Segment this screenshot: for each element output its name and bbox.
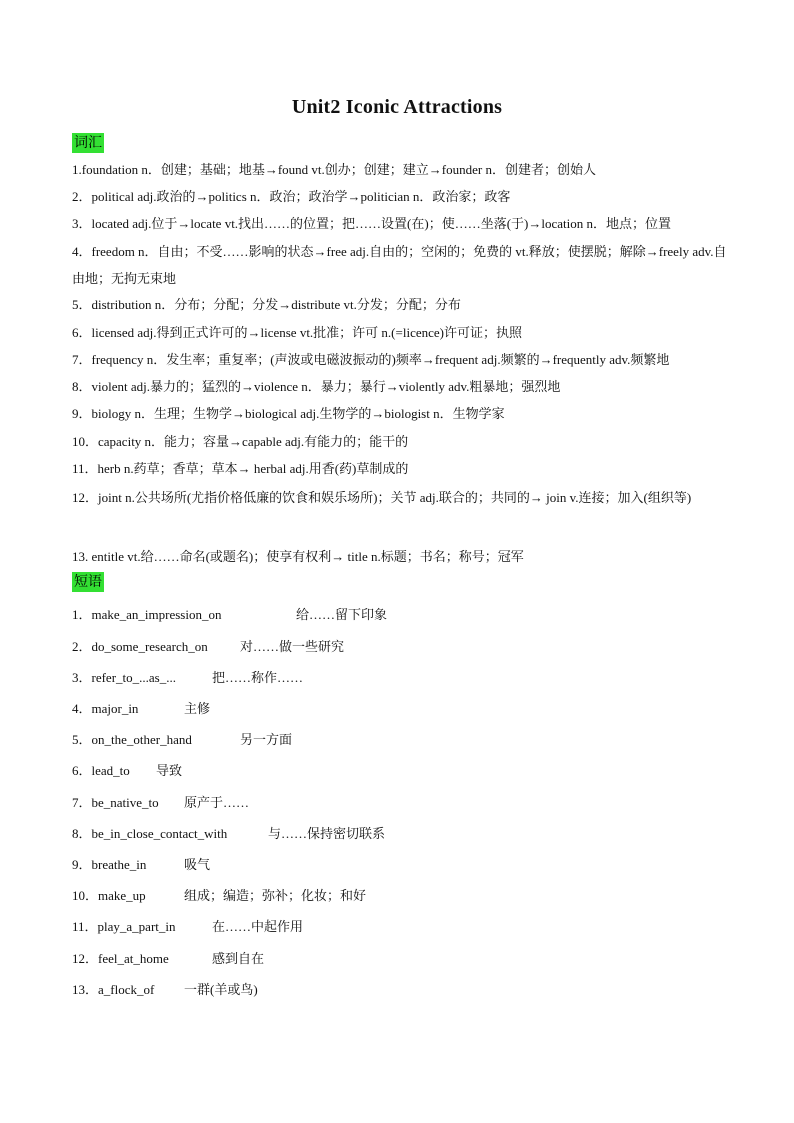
phrase-row bbox=[72, 793, 250, 813]
phrase-english: 6．lead_to bbox=[72, 763, 130, 778]
phrase-meaning: 原产于…… bbox=[184, 795, 250, 810]
vocab-item-6: 6．licensed adj.得到正式许可的→license vt.批准；许可 n.(=licence)许可证；执照 bbox=[72, 325, 522, 340]
section-tag-phrases: 短语 bbox=[74, 574, 102, 590]
phrase-meaning: 另一方面 bbox=[240, 732, 293, 747]
phrase-meaning: 感到自在 bbox=[212, 951, 265, 966]
vocab-item-11: 11．herb n.药草；香草；草本→ herbal adj.用香(药)草制成的 bbox=[72, 461, 409, 476]
phrase-meaning: 与……保持密切联系 bbox=[268, 826, 386, 841]
phrase-row bbox=[72, 761, 183, 781]
phrase-meaning: 导致 bbox=[156, 763, 183, 778]
phrase-row bbox=[72, 730, 293, 750]
vocab-item-10: 10．capacity n．能力；容量→capable adj.有能力的；能干的 bbox=[72, 434, 409, 449]
vocab-item-8: 8．violent adj.暴力的；猛烈的→violence n．暴力；暴行→violently adv.粗暴地；强烈地 bbox=[72, 379, 561, 394]
vocab-item-12: 12．joint n.公共场所(尤指价格低廉的饮食和娱乐场所)；关节 adj.联合的；共同的→ join v.连接；加入(组织等) bbox=[72, 490, 692, 505]
phrase-meaning: 给……留下印象 bbox=[296, 607, 388, 622]
phrase-meaning: 组成；编造；弥补；化妆；和好 bbox=[184, 888, 367, 903]
phrase-row bbox=[72, 886, 367, 906]
vocab-item-4: 4．freedom n．自由；不受……影响的状态→free adj.自由的；空闲的；免费的 vt.释放；使摆脱；解除→freely adv.自由地；无拘无束地 bbox=[72, 244, 727, 286]
phrase-english: 9．breathe_in bbox=[72, 857, 147, 872]
phrase-english: 7．be_native_to bbox=[72, 795, 159, 810]
phrase-meaning: 主修 bbox=[184, 701, 211, 716]
vocab-item-7: 7．frequency n．发生率；重复率；(声波或电磁波振动的)频率→frequent adj.频繁的→frequently adv.频繁地 bbox=[72, 352, 670, 367]
phrase-english: 11．play_a_part_in bbox=[72, 919, 176, 934]
vocab-item-13: 13. entitle vt.给……命名(或题名)；使享有权利→ title n.标题；书名；称号；冠军 bbox=[72, 549, 524, 564]
phrase-row bbox=[72, 824, 386, 844]
vocab-item-9: 9．biology n．生理；生物学→biological adj.生物学的→biologist n．生物学家 bbox=[72, 406, 505, 421]
phrase-row bbox=[72, 855, 211, 875]
vocab-item-2: 2．political adj.政治的→politics n．政治；政治学→politician n．政治家；政客 bbox=[72, 189, 511, 204]
phrase-meaning: 吸气 bbox=[184, 857, 211, 872]
vocab-item-5: 5．distribution n．分布；分配；分发→distribute vt.分发；分配；分布 bbox=[72, 297, 461, 312]
phrase-english: 8．be_in_close_contact_with bbox=[72, 826, 228, 841]
phrase-english: 5．on_the_other_hand bbox=[72, 732, 192, 747]
vocab-item-3: 3．located adj.位于→locate vt.找出……的位置；把……设置(在)；使……坐落(于)→location n．地点；位置 bbox=[72, 216, 672, 231]
phrase-meaning: 在……中起作用 bbox=[212, 919, 304, 934]
phrase-english: 3．refer_to_...as_... bbox=[72, 670, 176, 685]
phrase-meaning: 把……称作…… bbox=[212, 670, 304, 685]
phrase-meaning: 一群(羊或鸟) bbox=[184, 982, 258, 997]
vocab-item-1: 1.foundation n．创建；基础；地基→found vt.创办；创建；建立→founder n．创建者；创始人 bbox=[72, 162, 596, 177]
phrase-english: 12．feel_at_home bbox=[72, 951, 169, 966]
phrase-english: 10．make_up bbox=[72, 888, 146, 903]
phrase-english: 1．make_an_impression_on bbox=[72, 607, 222, 622]
phrase-row bbox=[72, 668, 304, 688]
phrase-english: 13．a_flock_of bbox=[72, 982, 155, 997]
phrase-row bbox=[72, 637, 345, 657]
phrase-row bbox=[72, 980, 258, 1000]
phrase-row bbox=[72, 699, 211, 719]
phrase-meaning: 对……做一些研究 bbox=[240, 639, 345, 654]
phrase-row bbox=[72, 949, 265, 969]
phrase-row bbox=[72, 605, 388, 625]
section-tag-vocab: 词汇 bbox=[74, 135, 102, 151]
phrase-english: 4．major_in bbox=[72, 701, 139, 716]
phrase-english: 2．do_some_research_on bbox=[72, 639, 208, 654]
phrase-row bbox=[72, 917, 304, 937]
page-title: Unit2 Iconic Attractions bbox=[291, 96, 503, 118]
